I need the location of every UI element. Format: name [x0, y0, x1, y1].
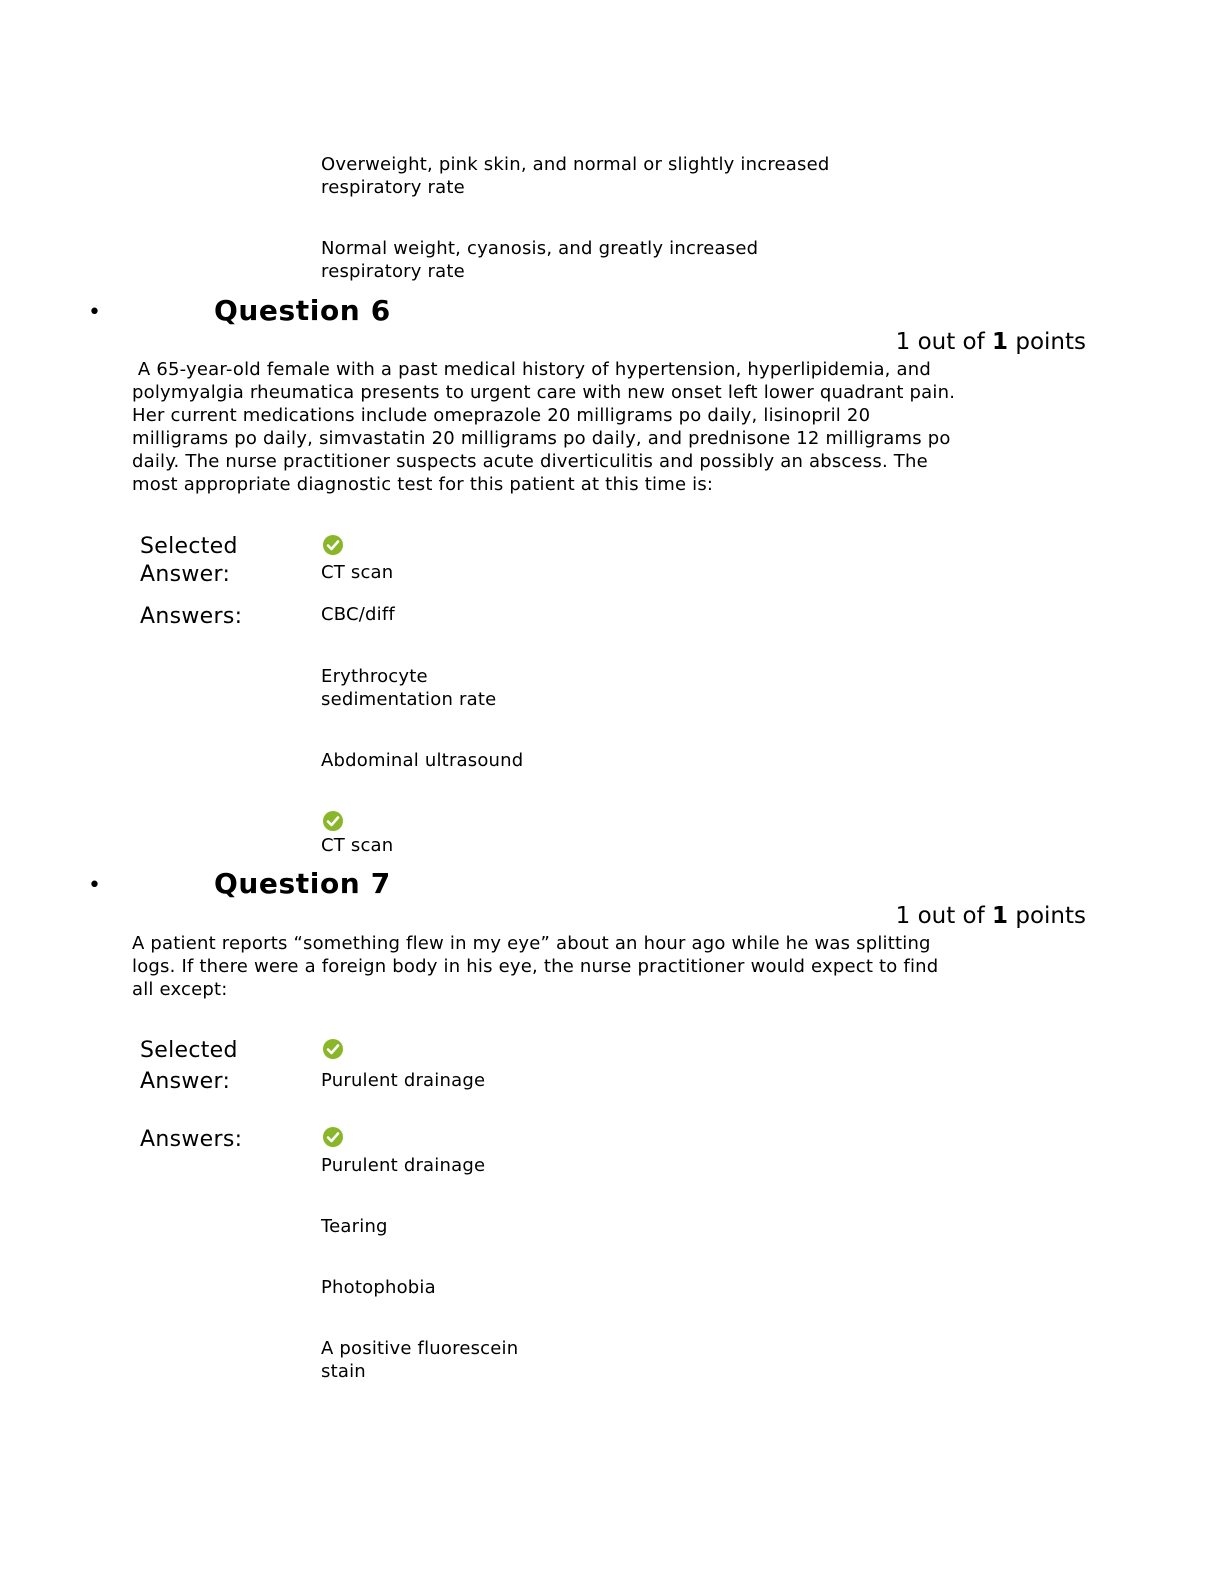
label-line: Answer: — [140, 1069, 231, 1094]
answer-option: Abdominal ultrasound — [321, 750, 524, 771]
answer-text-line: Normal weight, cyanosis, and greatly increased — [321, 238, 759, 259]
answer-text-line: A positive fluorescein — [321, 1338, 519, 1359]
selected-answer-label — [140, 1037, 238, 1096]
question-text-line: all except: — [132, 979, 228, 1000]
answer-text-line: respiratory rate — [321, 261, 465, 282]
points-number: 1 — [992, 329, 1009, 355]
answer-text-line: respiratory rate — [321, 177, 465, 198]
answer-text-line: sedimentation rate — [321, 689, 497, 710]
question-title: Question 6 — [214, 294, 391, 327]
points-prefix: 1 out of — [895, 903, 993, 929]
answer-text-line: Erythrocyte — [321, 666, 428, 687]
answer-option — [321, 1337, 518, 1383]
check-circle-icon — [322, 534, 344, 556]
answers-label: Answers: — [140, 604, 243, 629]
answer-option: Tearing — [321, 1216, 388, 1237]
points-suffix: points — [1008, 903, 1086, 929]
question-text-line: Her current medications include omeprazole 20 milligrams po daily, lisinopril 20 — [132, 405, 871, 426]
question-text-line: A patient reports “something flew in my eye” about an hour ago while he was splitting — [132, 933, 931, 954]
answer-text-line: Overweight, pink skin, and normal or slightly increased — [321, 154, 830, 175]
selected-answer: CT scan — [321, 562, 394, 583]
check-circle-icon — [322, 1038, 344, 1060]
question-text-line: polymyalgia rheumatica presents to urgent care with new onset left lower quadrant pain. — [132, 382, 956, 403]
label-line: Answer: — [140, 562, 231, 587]
selected-answer-label — [140, 533, 238, 589]
check-circle-icon — [322, 810, 344, 832]
question-text-line: milligrams po daily, simvastatin 20 milligrams po daily, and prednisone 12 milligrams po — [132, 428, 951, 449]
question-text — [132, 932, 1032, 1001]
question-text-line: daily. The nurse practitioner suspects acute diverticulitis and possibly an abscess. The — [132, 451, 928, 472]
prev-answer-option — [321, 237, 758, 283]
label-line: Selected — [140, 1038, 238, 1063]
question-title: Question 7 — [214, 867, 391, 900]
answer-option-correct: Purulent drainage — [321, 1155, 486, 1176]
points-prefix: 1 out of — [895, 329, 993, 355]
answer-option: Photophobia — [321, 1277, 436, 1298]
answer-option-correct: CT scan — [321, 835, 394, 856]
check-circle-icon — [322, 1126, 344, 1148]
question-points — [896, 328, 1086, 356]
points-suffix: points — [1008, 329, 1086, 355]
answers-label: Answers: — [140, 1127, 243, 1152]
question-points — [896, 902, 1086, 930]
prev-answer-option — [321, 153, 830, 199]
answer-option — [321, 665, 496, 711]
question-text — [132, 358, 1032, 496]
selected-answer: Purulent drainage — [321, 1070, 486, 1091]
question-text-line: A 65-year-old female with a past medical history of hypertension, hyperlipidemia, and — [132, 359, 931, 380]
points-number: 1 — [992, 903, 1009, 929]
question-text-line: logs. If there were a foreign body in his eye, the nurse practitioner would expect to find — [132, 956, 939, 977]
answer-text-line: stain — [321, 1361, 366, 1382]
answer-option: CBC/diff — [321, 604, 395, 625]
list-bullet: • — [88, 300, 101, 325]
question-text-line: most appropriate diagnostic test for this patient at this time is: — [132, 474, 714, 495]
list-bullet: • — [88, 873, 101, 898]
label-line: Selected — [140, 534, 238, 559]
